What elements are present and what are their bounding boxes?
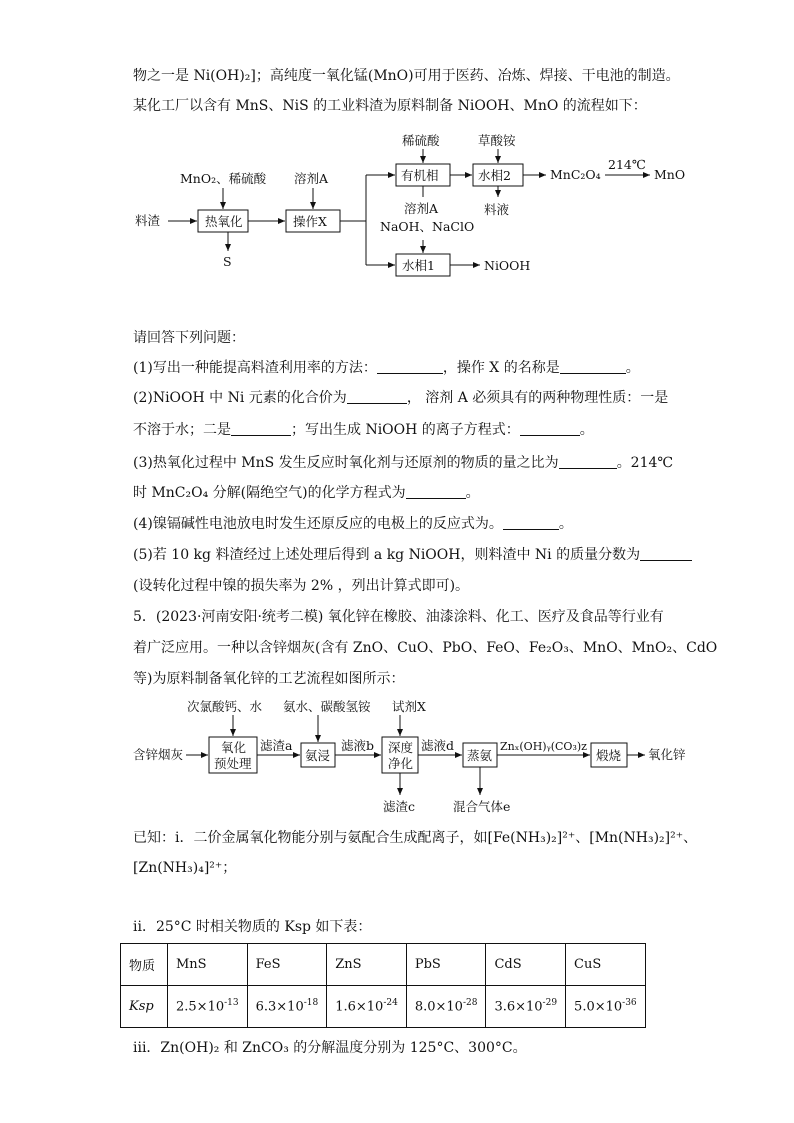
flow2-product: 氧化锌 [648, 747, 686, 762]
q1-part-a: (1)写出一种能提高料渣利用率的方法： [133, 360, 377, 376]
flow2-box-ammonia-evap: 蒸氨 [467, 748, 493, 763]
q5-part-a: (5)若 10 kg 料渣经过上述处理后得到 a kg NiOOH，则料渣中 Ni 的质量分数为 [133, 547, 641, 563]
flow2-filter-a: 滤渣a [260, 738, 293, 753]
flow2-intermediate: Znₓ(OH)ᵧ(CO₃)z [500, 740, 587, 753]
flow1-oxalate: 草酸铵 [478, 133, 516, 148]
question-4 [133, 514, 573, 534]
flow2-feed: 含锌烟灰 [133, 747, 184, 762]
text-line-1: 物之一是 Ni(OH)₂]；高纯度一氧化锰(MnO)可用于医药、冶炼、焊接、干电池的制造。 [133, 68, 680, 84]
flow2-reagent-3: 试剂X [392, 699, 426, 714]
flow1-box-operation-x: 操作X [293, 214, 327, 229]
flow2-box-purify-2: 净化 [388, 756, 414, 771]
question-5b: (设转化过程中镍的损失率为 2% ，列出计算式即可)。 [133, 578, 470, 594]
table-cell: $1.6\times 10^{-24}$ [327, 986, 407, 1028]
q3-part-c: 时 MnC₂O₄ 分解(隔绝空气)的化学方程式为 [133, 485, 406, 501]
question-3b [133, 483, 480, 503]
flow1-solvent-a: 溶剂A [294, 171, 329, 186]
table-header-cell: PbS [406, 944, 486, 986]
table-cell: $5.0\times 10^{-36}$ [566, 986, 646, 1028]
q4-part-b: 。 [558, 516, 573, 532]
table-header-cell: ZnS [327, 944, 407, 986]
flow1-temp: 214℃ [608, 157, 646, 172]
known-line-1: 已知：i．二价金属氧化物能分别与氨配合生成配离子，如[Fe(NH₃)₂]²⁺、[Mn(NH₃)₂]²⁺、 [133, 830, 698, 846]
table-cell: $3.6\times 10^{-29}$ [486, 986, 566, 1028]
table-cell: $8.0\times 10^{-28}$ [406, 986, 486, 1028]
flow1-box-organic: 有机相 [401, 168, 439, 183]
flow2-residue-c: 滤渣c [383, 799, 416, 814]
flowchart-nioh-mno [0, 125, 794, 425]
answer-blank [560, 359, 626, 374]
flow2-box-purify-1: 深度 [388, 740, 414, 755]
q3-part-d: 。 [465, 485, 480, 501]
flow2-box-ammonia-leach: 氨浸 [305, 748, 331, 763]
table-header-cell: 物质 [121, 944, 168, 986]
table-cell: $6.3\times 10^{-18}$ [247, 986, 327, 1028]
flow2-box-oxidize-1: 氧化 [221, 740, 247, 755]
table-header-cell: CuS [566, 944, 646, 986]
flow1-h2so4: 稀硫酸 [402, 133, 440, 148]
q1-part-b: ，操作 X 的名称是 [442, 360, 560, 376]
answer-blank [503, 515, 559, 530]
q2-part-e: 。 [579, 422, 594, 438]
flow1-sulfur: S [223, 254, 232, 269]
flow1-naoh: NaOH、NaClO [380, 219, 475, 234]
problem-5-line-2: 着广泛应用。一种以含锌烟灰(含有 ZnO、CuO、PbO、FeO、Fe₂O₃、MnO、MnO₂、CdO [133, 640, 718, 656]
known-ii: ii．25°C 时相关物质的 Ksp 如下表： [133, 919, 372, 935]
flow2-gas-e: 混合气体e [453, 799, 511, 814]
q2-part-b: ， 溶剂 A 必须具有的两种物理性质：一是 [406, 390, 669, 406]
problem-5-line-1: 5．(2023·河南安阳·统考二模) 氧化锌在橡胶、油漆涂料、化工、医疗及食品等行业有 [133, 609, 664, 625]
flow2-reagent-2: 氨水、碳酸氢铵 [283, 699, 371, 714]
ksp-table [120, 943, 646, 1028]
question-1 [133, 358, 640, 378]
q3-part-a: (3)热氧化过程中 MnS 发生反应时氧化剂与还原剂的物质的量之比为 [133, 455, 559, 471]
text-line-2: 某化工厂以含有 MnS、NiS 的工业料渣为原料制备 NiOOH、MnO 的流程如下： [133, 98, 647, 114]
q2-part-a: (2)NiOOH 中 Ni 元素的化合价为 [133, 390, 347, 406]
q4-part-a: (4)镍镉碱性电池放电时发生还原反应的电极上的反应式为。 [133, 516, 503, 532]
question-intro: 请回答下列问题： [133, 330, 245, 346]
q2-part-d: ；写出生成 NiOOH 的离子方程式： [291, 422, 520, 438]
table-cell: $2.5\times 10^{-13}$ [168, 986, 248, 1028]
known-line-2: [Zn(NH₃)₄]²⁺； [133, 860, 237, 876]
flow2-box-calcine: 煅烧 [596, 748, 622, 763]
flow2-filter-d: 滤液d [421, 738, 455, 753]
problem-5-line-3: 等)为原料制备氧化锌的工艺流程如图所示： [133, 671, 405, 687]
answer-blank [406, 484, 466, 499]
flow1-box-aqueous2: 水相2 [478, 168, 511, 183]
table-header-cell: CdS [486, 944, 566, 986]
flow1-box-aqueous1: 水相1 [402, 258, 435, 273]
answer-blank [347, 389, 407, 404]
flow1-niooh: NiOOH [484, 258, 531, 273]
flow1-mnc2o4: MnC₂O₄ [550, 167, 601, 182]
flow1-box-hot-oxidation: 热氧化 [205, 214, 243, 229]
flow1-solvent-a2: 溶剂A [404, 201, 439, 216]
flow1-waste: 料液 [484, 202, 510, 217]
answer-blank [231, 421, 291, 436]
table-row-label: Ksp [121, 986, 168, 1028]
answer-blank [520, 421, 580, 436]
answer-blank [640, 546, 692, 561]
question-5a [133, 545, 692, 565]
question-2b [133, 420, 594, 440]
q2-part-c: 不溶于水；二是 [133, 422, 231, 438]
flow1-mno: MnO [654, 167, 686, 182]
table-header-cell: MnS [168, 944, 248, 986]
table-row [121, 986, 646, 1028]
table-header-row [121, 944, 646, 986]
flow2-filter-b: 滤液b [341, 738, 375, 753]
answer-blank [377, 359, 443, 374]
answer-blank [559, 454, 617, 469]
flow1-reagent1: MnO₂、稀硫酸 [180, 171, 267, 186]
flow2-reagent-1: 次氯酸钙、水 [187, 699, 263, 714]
flow2-box-oxidize-2: 预处理 [214, 756, 252, 771]
question-3a [133, 453, 673, 473]
q3-part-b: 。214℃ [616, 455, 674, 471]
flow1-feed: 料渣 [135, 213, 161, 228]
flowchart-zinc-oxide [0, 695, 794, 825]
question-2a [133, 388, 668, 408]
table-header-cell: FeS [247, 944, 327, 986]
q1-part-c: 。 [625, 360, 640, 376]
known-iii: iii．Zn(OH)₂ 和 ZnCO₃ 的分解温度分别为 125°C、300°C。 [133, 1040, 527, 1056]
